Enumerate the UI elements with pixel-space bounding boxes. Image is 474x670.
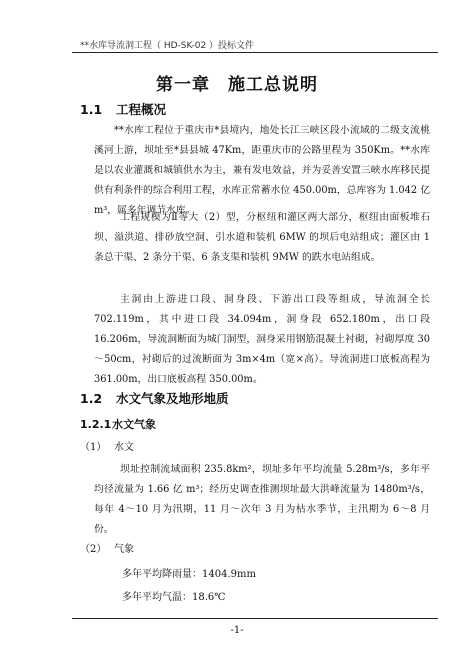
page-number: -1- [230, 625, 244, 636]
section-number: 1.2 [80, 391, 103, 406]
temperature-line: 多年平均气温：18.6℃ [122, 592, 226, 603]
hydrology-item [80, 438, 134, 453]
document-header: **水库导流洞工程（ HD-SK-02 ）投标文件 [80, 41, 255, 51]
item-number: （1） [80, 442, 107, 453]
chapter-title: 第一章 施工总说明 [156, 75, 318, 95]
item-label: 气象 [114, 544, 134, 555]
header-divider [72, 52, 438, 53]
paragraph-overview-2: 工程规模为Ⅱ等大（2）型，分枢纽和灌区两大部分，枢纽由面板堆石坝、溢洪道、排砂放空洞、引水道和装机 6MW 的坝后电站组成；灌区由 1 条总干渠、2 条分干渠、6 条支渠和装机 9MW 的跌水电站组成。 [94, 212, 430, 263]
section-1-2-1-heading [80, 416, 156, 432]
climate-item [80, 540, 134, 555]
section-title: 水文气象及地形地质 [116, 391, 229, 406]
paragraph-hydrology: 坝址控制流域面积 235.8km²，坝址多年平均流量 5.28m³/s，多年平均径流量为 1.66 亿 m³；经历史调查推测坝址最大洪峰流量为 1480m³/s，每年 4～10 月为汛期，11 月～次年 3 月为枯水季节，主汛期为 6～8 月份。 [94, 464, 430, 535]
item-number: （2） [80, 544, 107, 555]
subsection-title: 水文气象 [112, 418, 156, 431]
section-title: 工程概况 [116, 102, 167, 117]
section-1-1-heading [80, 100, 166, 118]
subsection-number: 1.2.1 [80, 418, 112, 431]
section-number: 1.1 [80, 102, 103, 117]
paragraph-overview-1: **水库工程位于重庆市*县境内，地处长江三峡区段小流域的二级支流桃溪河上游，坝址至*县县城 47Km，距重庆市的公路里程为 350Km。**水库是以农业灌溉和城镇供水为主，兼有发电效益，并为妥善安置三峡水库移民提供有利条件的综合利用工程，水库正常蓄水位 450.00m，总库容为 1.042 亿 m³，属多年调节水库。 [94, 125, 430, 216]
section-1-2-heading [80, 389, 229, 407]
paragraph-overview-3: 主洞由上游进口段、洞身段、下游出口段等组成，导流洞全长 702.119m，其中进口段 34.094m，洞身段 652.180m，出口段 16.206m，导流洞断面为城门洞型，洞身采用钢筋混凝土衬砌，衬砌厚度 30～50cm，衬砌后的过流断面为 3m×4m（宽×高）。导流洞进口底板高程为 361.00m，出口底板高程 350.00m。 [94, 294, 430, 385]
item-label: 水文 [114, 442, 134, 453]
rainfall-line: 多年平均降雨量：1404.9mm [122, 569, 256, 580]
footer-divider [72, 618, 438, 619]
